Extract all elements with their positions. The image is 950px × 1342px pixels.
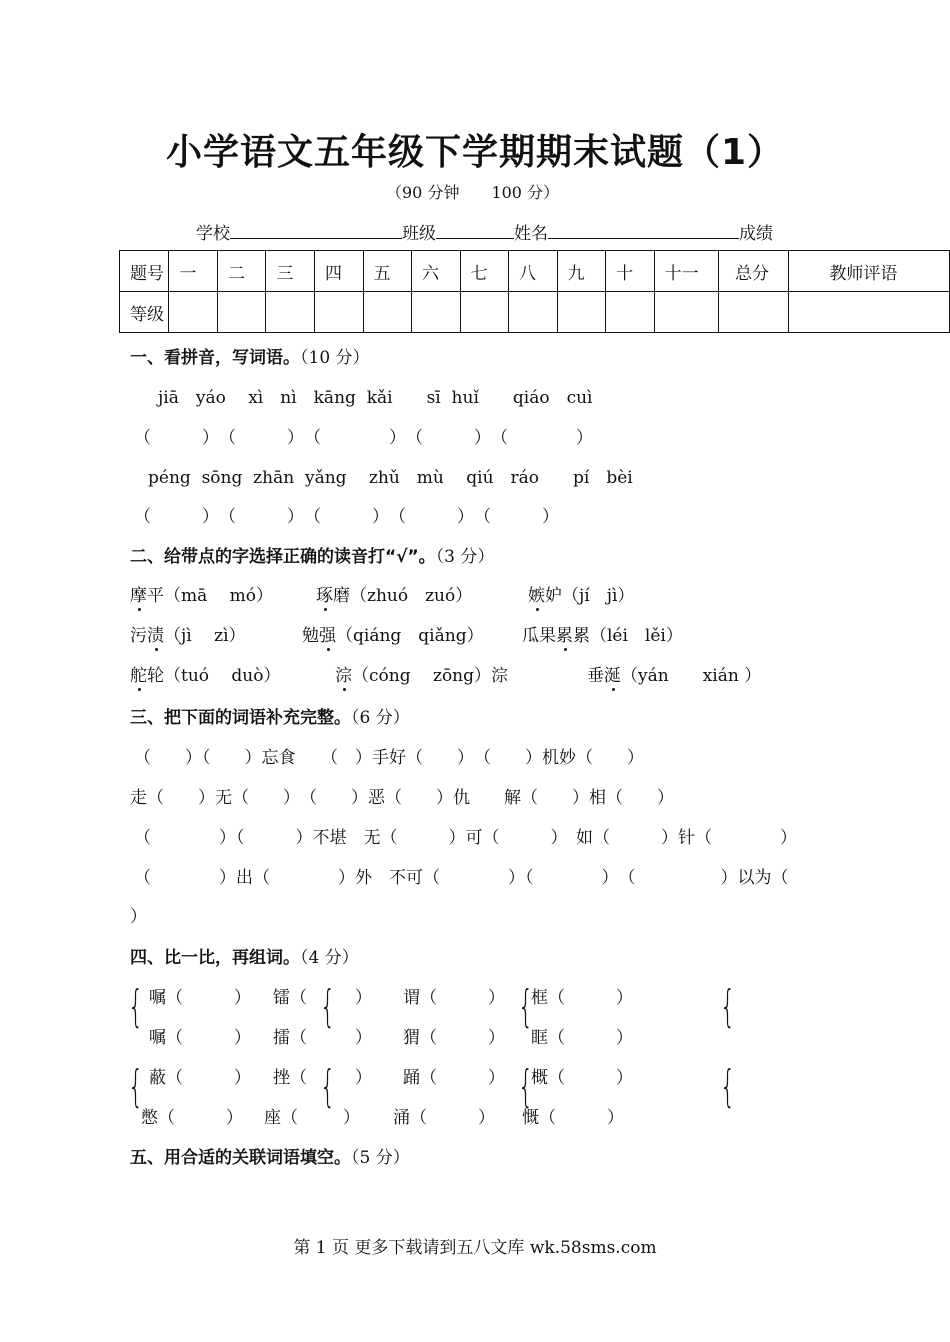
header-cell: 四 <box>314 251 363 292</box>
score-table <box>119 250 950 333</box>
name-label: 姓名 <box>514 224 548 244</box>
grade-cell[interactable] <box>363 292 412 333</box>
compare-word[interactable]: 涌（ ） <box>393 1108 495 1128</box>
pronunciation-item[interactable]: 淙（cóng zōng）淙 <box>335 661 508 686</box>
compare-word[interactable]: 挫（ <box>273 1068 307 1088</box>
compare-word[interactable]: 憋（ ） <box>141 1108 243 1128</box>
pronunciation-item[interactable]: 琢磨（zhuó zuó） <box>316 581 472 606</box>
compare-word[interactable]: 嘱（ ） <box>149 1028 251 1048</box>
idiom-line-4[interactable]: （ ）出（ ）外 不可（ ）（ ） （ ）以为（ <box>134 868 789 888</box>
header-cell: 七 <box>460 251 509 292</box>
compare-word: ） <box>355 1028 372 1048</box>
idiom-line-1[interactable]: （ ）（ ）忘食 （ ）手好（ ） （ ）机妙（ ） <box>134 748 644 768</box>
student-info-line <box>196 219 773 244</box>
compare-word: ） <box>355 1068 372 1088</box>
answer-blanks-line-1[interactable]: （ ） （ ） （ ） （ ） （ ） <box>134 428 593 448</box>
compare-word: ） <box>343 1108 360 1128</box>
header-cell: 十 <box>606 251 655 292</box>
page-title: 小学语文五年级下学期期末试题（1） <box>165 132 785 173</box>
compare-word[interactable]: 概（ ） <box>531 1068 633 1088</box>
score-table-header-row <box>120 251 950 292</box>
header-cell: 一 <box>169 251 218 292</box>
idiom-line-5[interactable]: ） <box>130 907 147 927</box>
pronunciation-item[interactable]: 污渍（jì zì） <box>130 621 246 646</box>
page-footer: 第 1 页 更多下载请到五八文库 wk.58sms.com <box>293 1238 657 1258</box>
answer-blanks-line-2[interactable]: （ ） （ ） （ ） （ ） （ ） <box>134 507 559 527</box>
compare-word[interactable]: 蔽（ ） <box>149 1068 251 1088</box>
idiom-line-2[interactable]: 走（ ）无（ ） （ ）恶（ ）仇 解（ ）相（ ） <box>130 788 674 808</box>
compare-word[interactable]: 慨（ ） <box>522 1108 624 1128</box>
grade-cell[interactable] <box>460 292 509 333</box>
pronunciation-item[interactable]: 摩平（mā mó） <box>130 581 273 606</box>
header-cell: 六 <box>412 251 461 292</box>
grade-cell[interactable] <box>266 292 315 333</box>
left-brace-icon: { <box>320 1061 336 1112</box>
compare-word: ） <box>355 988 372 1008</box>
name-field[interactable] <box>548 220 739 239</box>
pinyin-line-1: jiā yáo xì nì kāng kǎi sī huǐ qiáo cuì <box>158 388 593 408</box>
grade-cell[interactable] <box>718 292 788 333</box>
score-label: 成绩 <box>739 224 773 244</box>
compare-word[interactable]: 眶（ ） <box>531 1028 633 1048</box>
header-cell: 总分 <box>718 251 788 292</box>
pronunciation-item[interactable]: 嫉妒（jí jì） <box>528 581 634 606</box>
pronunciation-item[interactable]: 舵轮（tuó duò） <box>130 661 281 686</box>
left-brace-icon: { <box>320 981 336 1032</box>
section-2-heading: 二、给带点的字选择正确的读音打“√”。（3 分） <box>130 547 495 567</box>
header-cell: 教师评语 <box>789 251 950 292</box>
header-cell: 题号 <box>120 251 169 292</box>
score-table-grade-row <box>120 292 950 333</box>
header-cell: 三 <box>266 251 315 292</box>
compare-word[interactable]: 谓（ ） <box>403 988 505 1008</box>
grade-cell[interactable] <box>169 292 218 333</box>
section-1-heading: 一、看拼音，写词语。（10 分） <box>130 348 370 368</box>
grade-cell[interactable] <box>412 292 461 333</box>
header-cell: 九 <box>557 251 606 292</box>
section-3-heading: 三、把下面的词语补充完整。（6 分） <box>130 708 410 728</box>
left-brace-icon: { <box>128 981 144 1032</box>
grade-cell[interactable] <box>606 292 655 333</box>
grade-cell[interactable] <box>557 292 606 333</box>
compare-word[interactable]: 踊（ ） <box>403 1068 505 1088</box>
class-label: 班级 <box>402 224 436 244</box>
left-brace-icon: { <box>518 1061 534 1112</box>
pronunciation-item[interactable]: 瓜果累累（léi lěi） <box>522 621 683 646</box>
compare-word[interactable]: 猬（ ） <box>403 1028 505 1048</box>
section-5-heading: 五、用合适的关联词语填空。（5 分） <box>130 1148 410 1168</box>
grade-cell[interactable] <box>654 292 718 333</box>
pronunciation-item[interactable]: 勉强（qiáng qiǎng） <box>302 621 484 646</box>
left-brace-icon: { <box>720 1061 736 1112</box>
pronunciation-item[interactable]: 垂涎（yán xián ） <box>587 661 761 686</box>
header-cell: 二 <box>217 251 266 292</box>
grade-cell[interactable] <box>509 292 558 333</box>
compare-word[interactable]: 嘱（ ） <box>149 988 251 1008</box>
row-label: 等级 <box>120 292 169 333</box>
left-brace-icon: { <box>128 1061 144 1112</box>
school-field[interactable] <box>230 220 402 239</box>
section-4-heading: 四、比一比，再组词。（4 分） <box>130 948 359 968</box>
class-field[interactable] <box>436 220 514 239</box>
left-brace-icon: { <box>518 981 534 1032</box>
grade-cell[interactable] <box>217 292 266 333</box>
idiom-line-3[interactable]: （ ）（ ）不堪 无（ ）可（ ） 如（ ）针（ ） <box>134 828 797 848</box>
compare-word[interactable]: 座（ <box>264 1108 298 1128</box>
exam-duration-score: （90 分钟 100 分） <box>386 183 560 202</box>
compare-word[interactable]: 框（ ） <box>531 988 633 1008</box>
pinyin-line-2: péng sōng zhān yǎng zhǔ mù qiú ráo pí bèi <box>148 468 633 488</box>
header-cell: 八 <box>509 251 558 292</box>
left-brace-icon: { <box>720 981 736 1032</box>
header-cell: 十一 <box>654 251 718 292</box>
school-label: 学校 <box>196 224 230 244</box>
compare-word[interactable]: 镭（ <box>273 988 307 1008</box>
compare-word[interactable]: 擂（ <box>273 1028 307 1048</box>
grade-cell[interactable] <box>314 292 363 333</box>
header-cell: 五 <box>363 251 412 292</box>
teacher-comment-cell[interactable] <box>789 292 950 333</box>
